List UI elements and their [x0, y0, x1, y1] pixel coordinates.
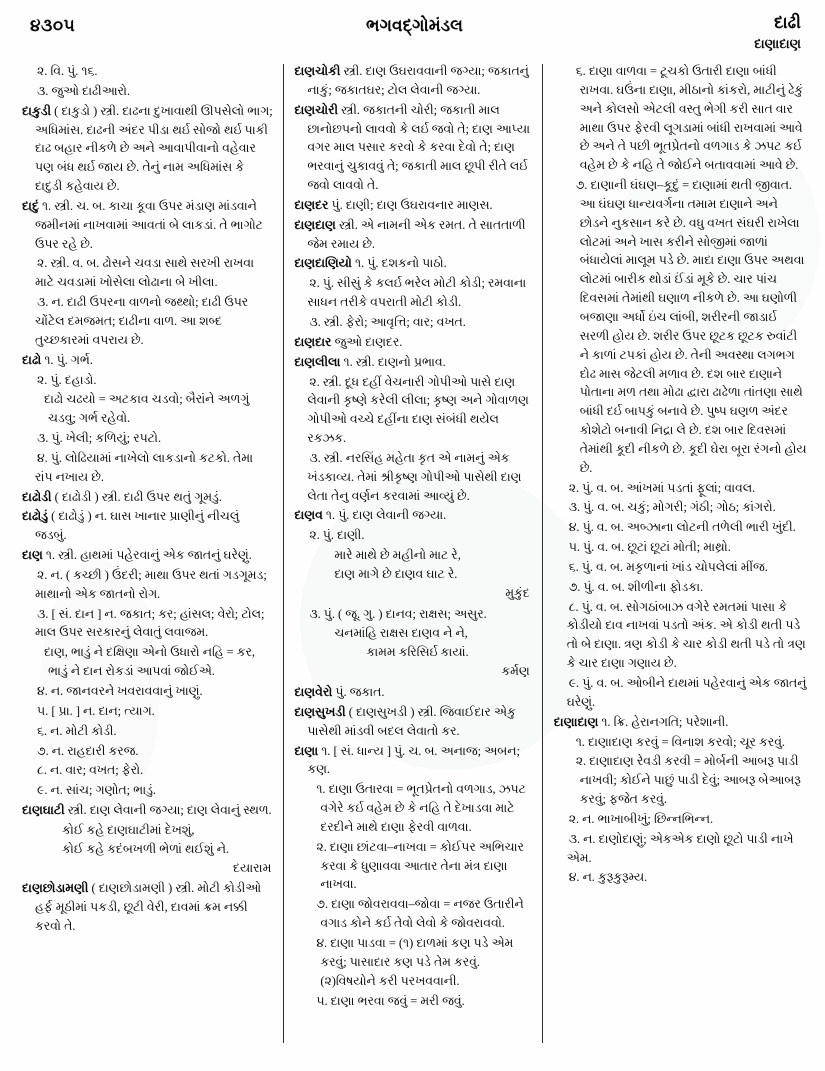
entry-headword: દાઢોડી [22, 489, 52, 504]
dictionary-entry [294, 703, 531, 741]
entry-sense: ૫. [ પ્રા. ] ન. દાન; ત્યાગ. [37, 703, 155, 718]
entry-definition: ( દાણછોડામણી ) સ્ત્રી. મોટી કોડીઓ હર્ફ મૂઠીમાં પકડી, છૂટી વેરી, દાવમાં ક્રમ નક્કી કરવો તે. [35, 881, 262, 934]
dictionary-entry [294, 101, 531, 195]
entry-definition: ( દાણસુખડી ) સ્ત્રી. જિવાઈદાર એકુ પાસેથી માંડવી બદલ લેવાતો કર. [307, 704, 516, 738]
verse-attribution: કર્મણ [501, 664, 530, 679]
entry-headword: દાણચોકી [294, 64, 341, 78]
dictionary-entry [294, 216, 531, 254]
verse-attribution: મુકુંદ [505, 585, 530, 600]
dictionary-entry [22, 488, 273, 507]
entry-headword: દાણ [22, 548, 43, 563]
entry-sense: ૯. ન. સાંચ; ગણોત; ભાડું. [37, 783, 157, 798]
running-head [754, 12, 801, 52]
entry-subsense: ૫. દાણા ભરવા જવું = મરી જવું. [316, 993, 465, 1008]
entry-subsense: ૪. દાણા પાડવા = (૧) દાળમાં કણ પડે એમ કરવું; પાસાદાર કણ પડે તેમ કરવું. (૨)વિષયોને કરી પરખવવાની. [316, 935, 514, 988]
entry-sense: ૪. ન. જાનવરને ખવરાવવાનું ખાણું. [37, 684, 203, 698]
entry-sense: ૮. પું. વ. બ. સોગઠાંબાઝ વગેરે રમતમાં પાસા કે કોડીયો દાવ નાખવાં પડતો અંક. એ કોડી થતી પડે તો બે દાણા. ત્રણ કોડી કે ચાર કોડી થતી પડે તો ત્રણ કે ચાર દાણા ગણાય છે. [566, 599, 806, 671]
entry-headword: દાણછોડામણી [22, 881, 89, 896]
entry-sense: ૨. સ્ત્રી. વ. બ. ઢોસને ચવડા સાથે સરખી રાખવા માટે ચવડામાં ખોસેલા લોઢાના બે ખીલા. [35, 256, 254, 290]
entry-headword: દાણાદાણ [553, 714, 599, 729]
dictionary-entry [294, 333, 531, 352]
entry-sense: ૩. પું. ( જૂ. ગુ. ) દાનવ; રાક્ષસ; અસુર. [309, 606, 487, 621]
entry-definition: ૧. પું. ગર્ભ. [41, 352, 93, 367]
entry-headword: દાણવ [294, 508, 323, 523]
entry-sense: ૬. પું. વ. બ. મકૃળાનાં ખાંડ ચોપલેલાં મીંજ. [568, 559, 768, 574]
entry-headword: દાદું [22, 198, 39, 213]
entry-sense: ૩. ન. દાઢી ઉપરના વાળનો જથ્થો; દાઢી ઉપર ચોંટેલ દમજમત; દાઢીના વાળ. આ શબ્દ તુચ્છકારમાં વપરાય છે. [35, 295, 249, 347]
entry-definition: ૧. સ્ત્રી. ચ. બ. કાચા કૂવા ઉપર મંડાણ માંડવાને જમીનમાં નાખવામાં આવતાં બે લાકડાં. તે ભાગોટ ઉપર રહે છે. [35, 198, 263, 251]
entry-sense: ૨. પું. સીસું કે કલર્ઇ ભરેલ મોટી કોડી; રમવાના સાધન તરીકે વપરાતી મોટી કોડી. [307, 276, 527, 310]
column-3 [543, 62, 807, 1057]
running-head-first-entry: દાઢી [774, 13, 801, 32]
entry-definition: પું. જકાત. [332, 685, 385, 699]
entry-sense: ૮. ન. વાર; વખત; ફેરો. [37, 763, 144, 778]
dictionary-entry [22, 879, 273, 936]
entry-sense: ૨. પું. દાણી. [309, 528, 365, 543]
entry-sense: ૨. ન. ( કચ્છી ) ઉંદરી; માથા ઉપર થતાં ગડગૂમડ; માથાનો એક જાતનો રોગ. [35, 567, 267, 601]
dictionary-entry [294, 196, 531, 215]
entry-sense: ૬. ન. મોટી કોડી. [37, 723, 117, 738]
columns-container [22, 62, 807, 1057]
dictionary-entry [22, 351, 273, 370]
entry-headword: દાણસુખડી [294, 704, 346, 719]
entry-definition: ૧. સ્ત્રી. દાણનો પ્રભાવ. [340, 354, 446, 369]
entry-sense: ૪. પું. લોઢિયામાં નાખેલો લાકડાનો કટકો. તેમા રાંપ નખાય છે. [35, 450, 254, 484]
entry-subsense: ૭. દાણાની ઘંઘણ–કૂદું = દાણામાં થતી જીવાત. આ ઘંઘણ ધાન્યવર્ગના તમામ દાણાને અને છોડને નુકસાન કરે છે. વધુ વખત સંઘરી રાખેલા લોટમાં અને ખાસ કરીને સોજીમાં જાળાં બંધાયેલાં માલૂમ પડે છે. માદા દાણા ઉપર અથવા લોટમાં બારીક થોડાં ઈંડાં મૂકે છે. ચાર પાંચ દિવસમાં તેમાંથી ઘણાળ નીકળે છે. આ ઘણોળી બજાણા અર્ધો ઇંચ લાંબી, શરીરની જાડાર્ઇ સરળી હોય છે. શરીર ઉપર છૂટક છૂટક રુવાંટી ને કાળાં ટપકાં હોય છે. તેની અવસ્થા લગભગ દોઢ માસ જેટલી મળાવ છે. દશ બાર દાણાને પોતાના મળ તથા મોઢા દ્વારા ઢાઢેળા તાંતણા સાથે બાંધી દર્ઇ બાપકું બનાવે છે. પુષ્પ ઘણળ અંદર કોશેટો બનાવી નિદ્રા લે છે. દશ બાર દિવસમાં તેમાંથી કૂદી નીકળે છે. કૂદી ઘેરા બૂરા રંગનો હોય છે. [575, 178, 807, 475]
entry-definition: ૧. પું. દશકનો પાઠો. [351, 256, 447, 271]
page-number: ૪૩૦૫ [30, 16, 76, 35]
dictionary-entry [554, 713, 807, 732]
book-title: ભગવદ્ગોમંડલ [366, 16, 463, 35]
entry-definition: ૧. [ સં. ધાન્ય ] પું. ચ. બ. અનાજ; અબન; કણ. [307, 743, 520, 777]
entry-subsense: ૬. દાણા વાળવા = ટૂચકો ઉતારી દાણા બાંધી રાખવા. ઘઉંના દાણા, મીઠાનો કાંકરો, માટીનું ઢેકું અને કોલસો એટલી વસ્તુ ભેગી કરી સાત વાર માથા ઉપર ફેરવી લૂગડામાં બાંધી રાખવામાં આવે છે અને તે પછી ભૂતપ્રેતનો વળગાડ કે ઝપટ કર્ઇ વહેમ છે કે નહિ તે જોઈને બતાવવામાં આવે છે. [575, 64, 804, 173]
entry-subsense: ૨. દાણા છાંટવા–નાખવા = કોઈપર અભિચાર કરવા કે ધુણાવવા આતાર તેના મંત્ર દાણા નાખવા. [316, 839, 524, 892]
entry-sense: ૨. વિ. પું. ૧૬. [37, 64, 98, 78]
entry-headword: દાણદર [294, 197, 329, 212]
verse-line: ચનમાંહિ રાક્ષસ દાણવ ને ને, [334, 626, 468, 641]
entry-definition: ૧. ક્રિ. હેરાનગતિ; પરેશાની. [598, 714, 729, 729]
entry-definition: સ્ત્રી. જકાતની ચોરી; જકાતી માલ છાનોછપનો લાવવો કે લર્ઇ જવો તે; દાણ આપ્યા વગર માલ પસાર કરવો કે કરવા દેવો તે; દાણ ભરવાનું ચુકાવવું તે; જકાતી માલ છૂપી રીતે લર્ઇ જવો લાવવો તે. [307, 102, 530, 193]
entry-definition: ( દાઢોડી ) સ્ત્રી. દાઢી ઉપર થતું ગૂમડું. [51, 489, 222, 504]
dictionary-entry [294, 742, 531, 780]
entry-subsense: ૭. દાણા જોવરાવવા–જોવા = નજર ઉતારીને વગાડ કોને કર્ઇ તેવો લેવો કે જોવરાવવો. [316, 897, 524, 931]
column-1 [22, 62, 283, 1057]
verse-line: કામમ કરિસિર્ઇ કાયાં. [366, 645, 469, 660]
entry-headword: દાણચોરી [294, 102, 339, 117]
entry-sense: ૪. ન. કુરૂકુરૂમ્ય. [568, 870, 648, 885]
dictionary-entry [22, 197, 273, 254]
entry-sense: ૯. પું. વ. બ. ઓબીને દાથમાં પહેરવાનું એક જાતનું ઘરેણું. [566, 676, 807, 709]
entry-definition: ૧. પું. દાણ લેવાની જગ્યા. [322, 508, 447, 523]
entry-sense: ૩. જુઓ દાઢીઆરો. [37, 83, 131, 98]
verse-line: કોઈ કહે કદંબખળી ભેળાં થઈશું ને. [62, 841, 230, 856]
entry-sense: ૩. સ્ત્રી. ફેરો; આવૃત્તિ; વાર; વખત. [309, 314, 466, 329]
dictionary-entry [294, 506, 531, 525]
verse-line: દાણ માગે છે દાણવ ઘાટ રે. [334, 566, 458, 581]
entry-sense: ૩. પું. ખેલી; કળિયું; રપટો. [37, 431, 162, 446]
entry-sense: ૩. [ સં. દાન ] ન. જકાત; કર; હાંસલ; વેરો; ટોલ; માલ ઉપર સરકારનું લેવાતું લવાજમ. [35, 606, 265, 640]
dictionary-entry [22, 546, 273, 565]
entry-headword: દાણદાણ [294, 217, 336, 232]
entry-subsense: ૧. દાણાદાણ કરવું = વિનાશ કરવો; ચૂર કરવું. [575, 734, 786, 749]
entry-definition: સ્ત્રી. દાણ ઉઘરાવવાની જગ્યા; જકાતનું નાકું; જકાતઘર; ટોલ લેવાની જગ્યા. [307, 64, 529, 97]
verse-line: કોઈ કહે દાણઘાટીમાં દેખશું, [62, 822, 195, 837]
entry-sense: ૩. પું. વ. બ. ચકું; મોગરી; ગંઠી; ગોઠ; કાંગરો. [568, 500, 776, 515]
entry-subsense: દાણ, ભાડું ને દક્ષિણા એનો ઉધારો નહિ = કર, ભાડું ને દાન રોકડાં આપવાં જોઈએ. [44, 645, 256, 679]
entry-sense: ૩. ન. દાણોદાણું; એકએક દાણો છૂટો પાડી નાખે એમ. [566, 831, 794, 865]
dictionary-entry [22, 102, 273, 196]
dictionary-entry [22, 801, 273, 820]
entry-sense: ૫. પું. વ. બ. છૂટાં છૂટાં મોતી; માથ્રો. [568, 540, 731, 555]
dictionary-entry [294, 254, 531, 273]
dictionary-entry [294, 62, 531, 100]
entry-definition: સ્ત્રી. એ નામની એક રમત. તે સાતતાળી જેમ રમાય છે. [307, 217, 526, 251]
entry-subsense: ૨. દાણાદાણ રેવડી કરવી = મોર્બની આબરૂ પાડી નાખવી; કોઈને પાછું પાડી દેવું; આબરૂ બેઆબરૂ કરવું; ફજેત કરવું. [575, 754, 801, 807]
entry-sense: ૨. પું. દહાડો. [37, 372, 97, 387]
entry-sense: ૭. પું. વ. બ. શીળીના ફોડકા. [568, 579, 704, 594]
entry-headword: દાઢોડું [22, 509, 49, 524]
entry-definition: પું. દાણી; દાણ ઉઘરાવનાર માણસ. [328, 197, 493, 212]
entry-headword: દાણદાણિયો [294, 256, 352, 271]
entry-headword: દાણઘાટી [22, 803, 65, 818]
running-head-last-entry: દાણાદાણ [754, 35, 801, 51]
entry-headword: દાણવેરો [294, 685, 333, 699]
page-header [22, 10, 807, 62]
dictionary-entry [294, 353, 531, 372]
entry-headword: દાકુડી [22, 103, 52, 118]
entry-headword: દાઢો [22, 352, 42, 367]
entry-sense: ૩. સ્ત્રી. નરસિંહ મહેતા કૃત એ નામનું એક ખંડકાવ્ય. તેમાં શ્રીકૃષ્ણ ગોપીઓ પાસેથી દાણ લેતા તેનુ વર્ણન કરવામાં આવ્યું છે. [307, 450, 522, 503]
verse-line: મારે માથે છે મહીનો માટ રે, [334, 548, 461, 563]
entry-sense: ૨. પું. વ. બ. આંખમાં પડતાં ફૂલાં; વાવલ. [568, 480, 756, 495]
entry-definition: ૧. સ્ત્રી. હાથમાં પહેરવાનું એક જાતનું ઘરેણું. [42, 548, 252, 563]
entry-definition: ( દાકુડો ) સ્ત્રી. દાઢના દુખાવાથી ઊપસેલો ભાગ; અધિમાંસ. દાઢની અંદર પીડા થર્ઇ સોજો થર્ઇ પાકી દાઢ બહાર નીકળે છે અને આવાપીવાનો વહેવાર પણ બંધ થર્ઇ જાય છે. તેનું નામ અધિમાંસ કે દાદુડી કહેવાય છે. [35, 103, 273, 194]
entry-headword: દાણા [294, 743, 319, 758]
entry-headword: દાણલીલા [294, 354, 341, 369]
entry-sense: ૨. ન. ભાખાબીખું; છિન્નભિન્ન. [568, 811, 714, 826]
dictionary-entry [294, 683, 531, 702]
dictionary-entry [22, 507, 273, 545]
verse-attribution: દયારામ [233, 860, 272, 875]
entry-sense: ૪. પું. વ. બ. અબ્ઝાના લોટની તળેલી ભારી ખુંદી. [568, 520, 796, 535]
column-2 [284, 62, 541, 1057]
entry-sense: ૭. ન. રાહદારી કરજ. [37, 743, 139, 758]
entry-subsense: દાઢો ચઢયો = અટકાવ ચડવો; બૈરાંને અળગું ચડવુ; ગર્ભ રહેવો. [44, 392, 250, 426]
entry-definition: ( દાઢોડું ) ન. ઘાસ ખાનાર પ્રાણીનું નીચલું જડબું. [35, 509, 240, 543]
entry-definition: જુઓ દાણદર. [331, 334, 403, 349]
entry-headword: દાણદાર [294, 334, 332, 349]
entry-sense: ૨. સ્ત્રી. દૂધ દહીં વેચનારી ગોપીઓ પાસે દાણ લેવાની કૃષ્ણે કરેલી લીલા; કૃષ્ણ અને ગોવાળણ ગોપીઓ વચ્ચે દહીંના દાણ સંબંધી થયેલ રકઝક. [307, 374, 529, 446]
entry-definition: સ્ત્રી. દાણ લેવાની જગ્યા; દાણ લેવાનું સ્થળ. [64, 803, 272, 818]
entry-subsense: ૧. દાણા ઉતારવા = ભૂતપ્રેતનો વળગાડ, ઝપટ વગેરે કર્ઇ વહેમ છે કે નહિ તે દેખાડવા માટે દરદીને માથે દાણા ફેરવી વાળવા. [316, 782, 526, 834]
